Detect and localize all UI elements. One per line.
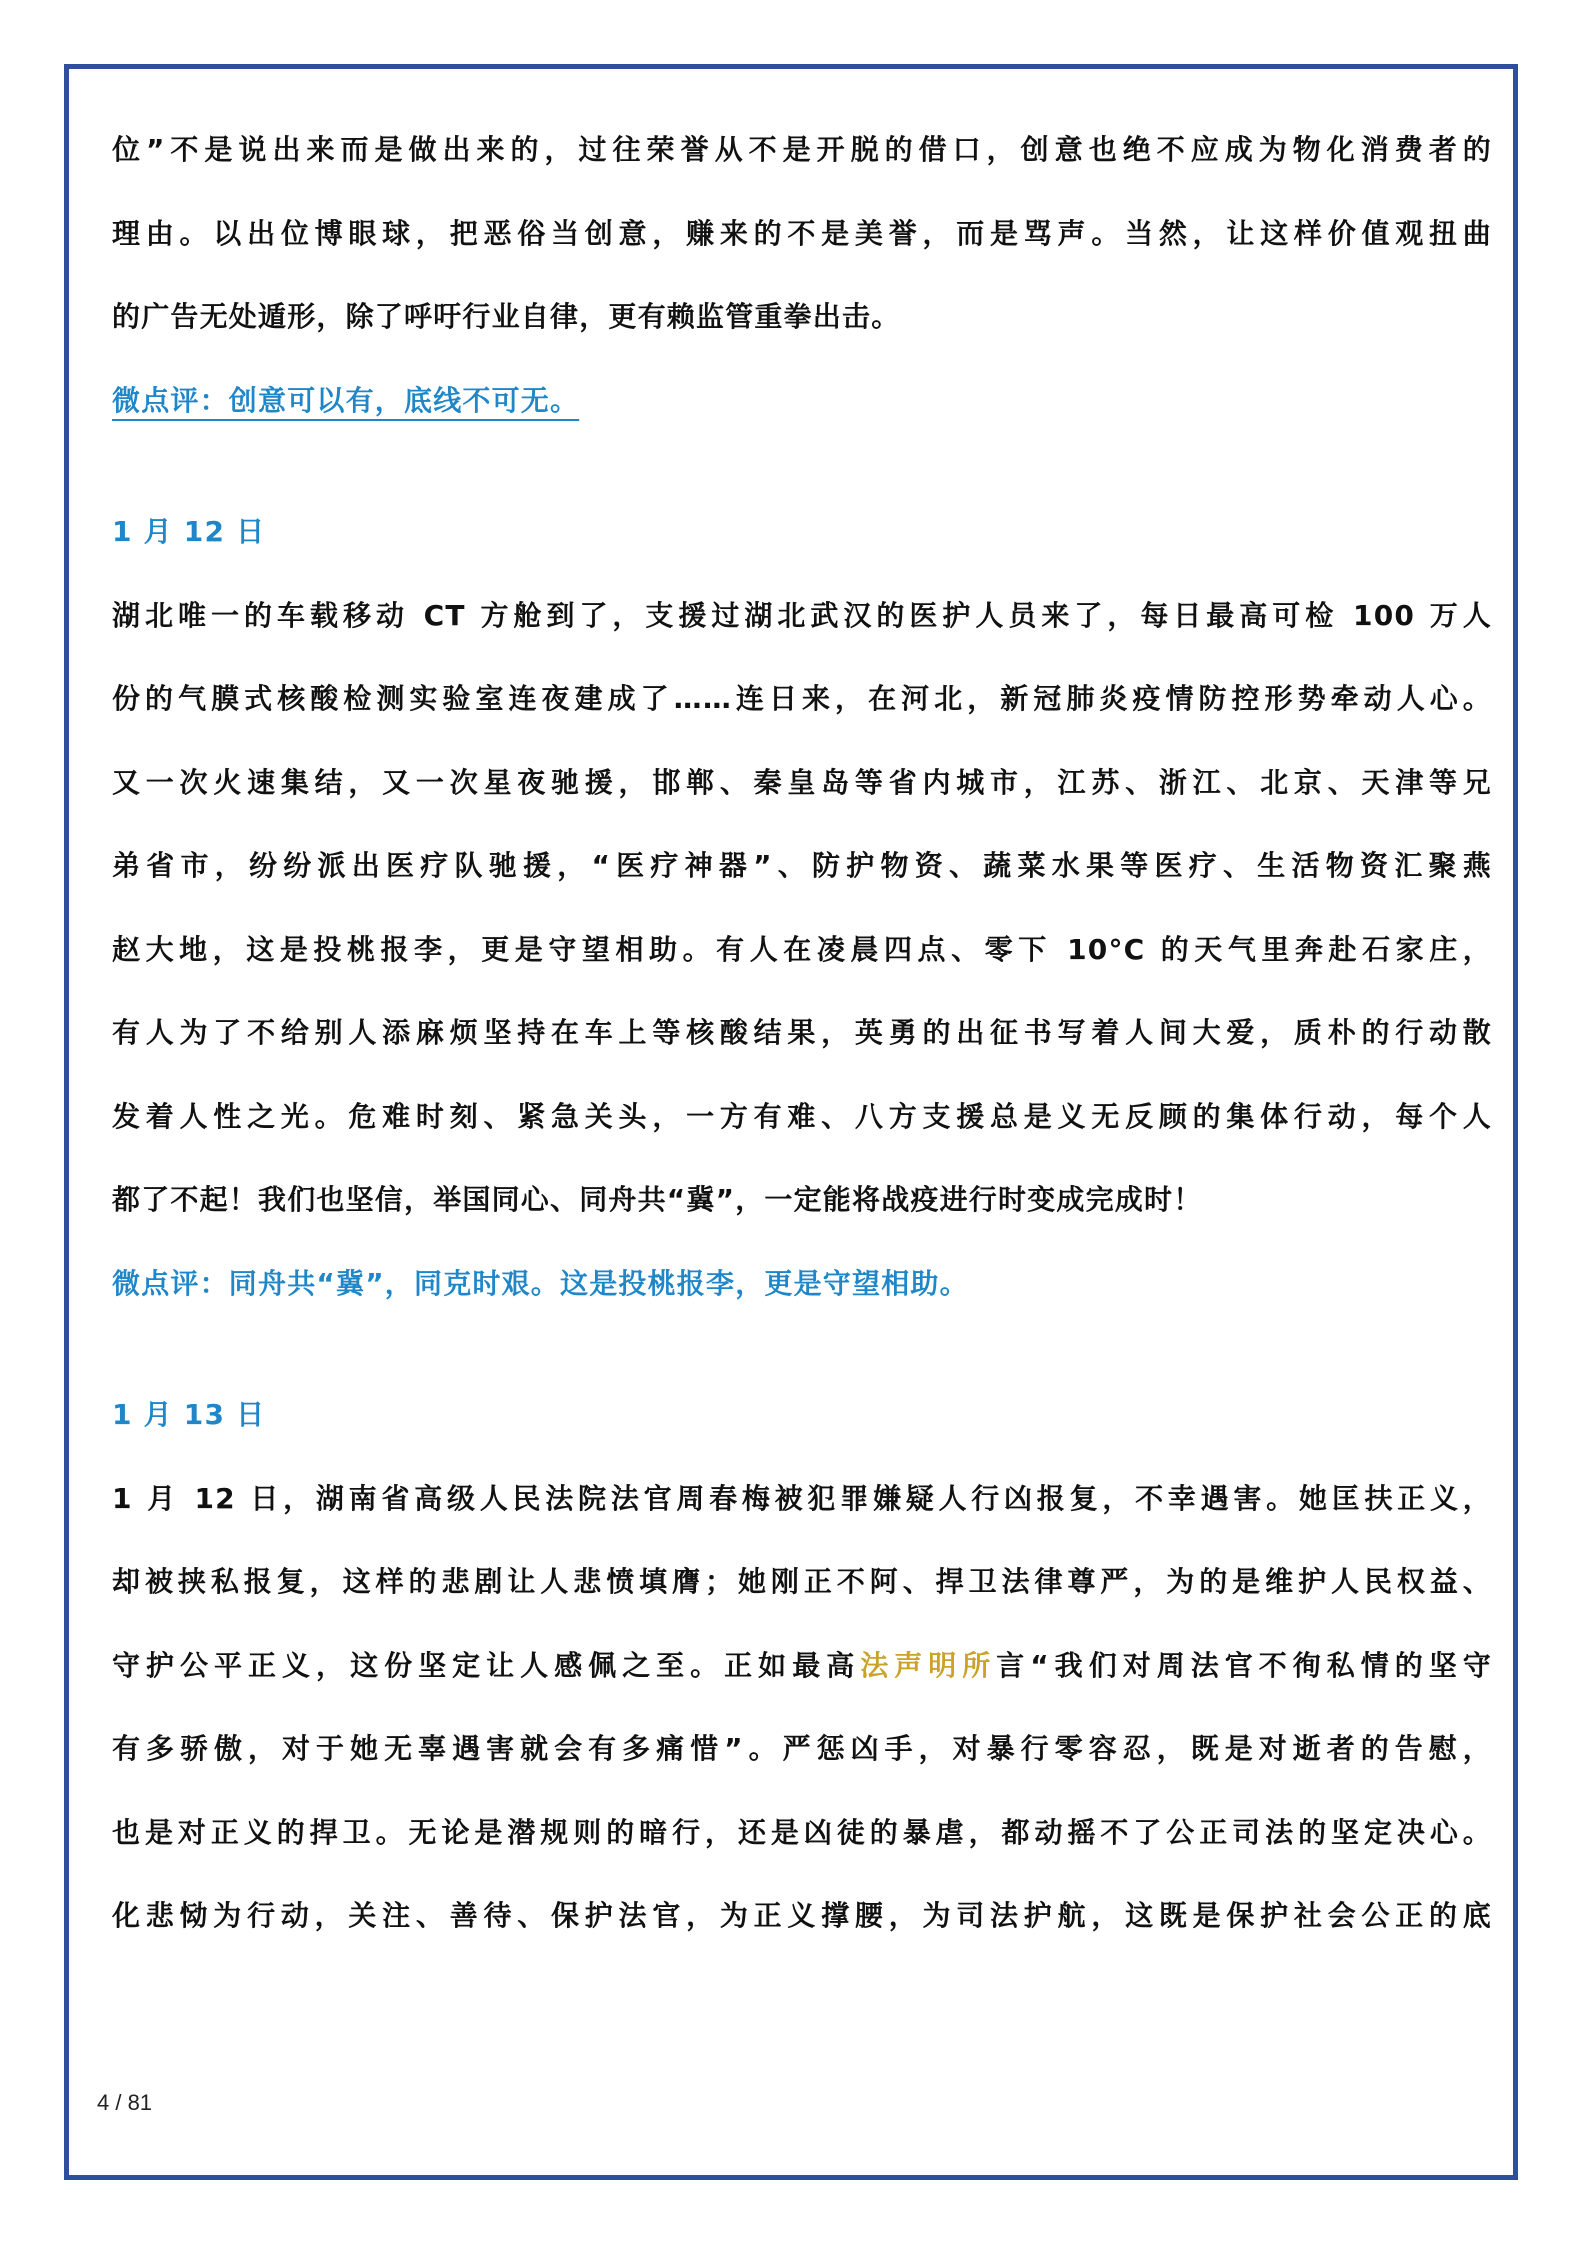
paragraph-line: 位”不是说出来而是做出来的，过往荣誉从不是开脱的借口，创意也绝不应成为物化消费者的 <box>112 133 1492 166</box>
paragraph-line: 1 月 12 日，湖南省高级人民法院法官周春梅被犯罪嫌疑人行凶报复，不幸遇害。她匡扶正义， <box>112 1481 1492 1515</box>
section-date: 1 月 12 日 <box>112 515 266 548</box>
page-number: 4 / 81 <box>97 2090 153 2115</box>
paragraph-line: 又一次火速集结，又一次星夜驰援，邯郸、秦皇岛等省内城市，江苏、浙江、北京、天津等兄 <box>112 765 1492 799</box>
section-jan-12 <box>112 490 1492 1325</box>
paragraph-line: 的广告无处遁形，除了呼吁行业自律，更有赖监管重拳出击。 <box>112 300 901 333</box>
paragraph-line <box>112 1624 1492 1708</box>
comment-text: 微点评：创意可以有，底线不可无。 <box>112 383 580 417</box>
paragraph-line: 却被挟私报复，这样的悲剧让人悲愤填膺；她刚正不阿、捍卫法律尊严，为的是维护人民权益、 <box>112 1565 1492 1598</box>
paragraph-line: 发着人性之光。危难时刻、紧急关头，一方有难、八方支援总是义无反顾的集体行动，每个人 <box>112 1099 1492 1133</box>
page-content <box>112 108 1492 1958</box>
section-date: 1 月 13 日 <box>112 1398 266 1431</box>
paragraph-line: 份的气膜式核酸检测实验室连夜建成了……连日来，在河北，新冠肺炎疫情防控形势牵动人心。 <box>112 682 1492 715</box>
paragraph-line: 有多骄傲，对于她无辜遇害就会有多痛惜”。严惩凶手，对暴行零容忍，既是对逝者的告慰， <box>112 1732 1492 1765</box>
comment-line <box>112 359 1492 443</box>
highlighted-text: 法声明所 <box>860 1648 997 1682</box>
paragraph-line: 都了不起！我们也坚信，举国同心、同舟共“冀”，一定能将战疫进行时变成完成时！ <box>112 1183 1203 1216</box>
comment-line: 微点评：同舟共“冀”，同克时艰。这是投桃报李，更是守望相助。 <box>112 1266 969 1300</box>
paragraph-line: 弟省市，纷纷派出医疗队驰援，“医疗神器”、防护物资、蔬菜水果等医疗、生活物资汇聚燕 <box>112 849 1492 882</box>
text-run: 言“我们对周法官不徇私情的坚守 <box>996 1648 1493 1682</box>
paragraph-line: 有人为了不给别人添麻烦坚持在车上等核酸结果，英勇的出征书写着人间大爱，质朴的行动散 <box>112 1016 1492 1049</box>
paragraph-line: 也是对正义的捍卫。无论是潜规则的暗行，还是凶徒的暴虐，都动摇不了公正司法的坚定决心。 <box>112 1815 1492 1849</box>
paragraph-line: 理由。以出位博眼球，把恶俗当创意，赚来的不是美誉，而是骂声。当然，让这样价值观扭曲 <box>112 216 1492 250</box>
section-jan-13 <box>112 1373 1492 1958</box>
text-run: 守护公平正义，这份坚定让人感佩之至。正如最高 <box>112 1648 861 1682</box>
paragraph-line: 化悲恸为行动，关注、善待、保护法官，为正义撑腰，为司法护航，这既是保护社会公正的底 <box>112 1899 1492 1932</box>
paragraph-line: 湖北唯一的车载移动 CT 方舱到了，支援过湖北武汉的医护人员来了，每日最高可检 100 万人 <box>112 598 1492 632</box>
intro-block <box>112 108 1492 442</box>
paragraph-line: 赵大地，这是投桃报李，更是守望相助。有人在凌晨四点、零下 10°C 的天气里奔赴石家庄， <box>112 932 1492 966</box>
